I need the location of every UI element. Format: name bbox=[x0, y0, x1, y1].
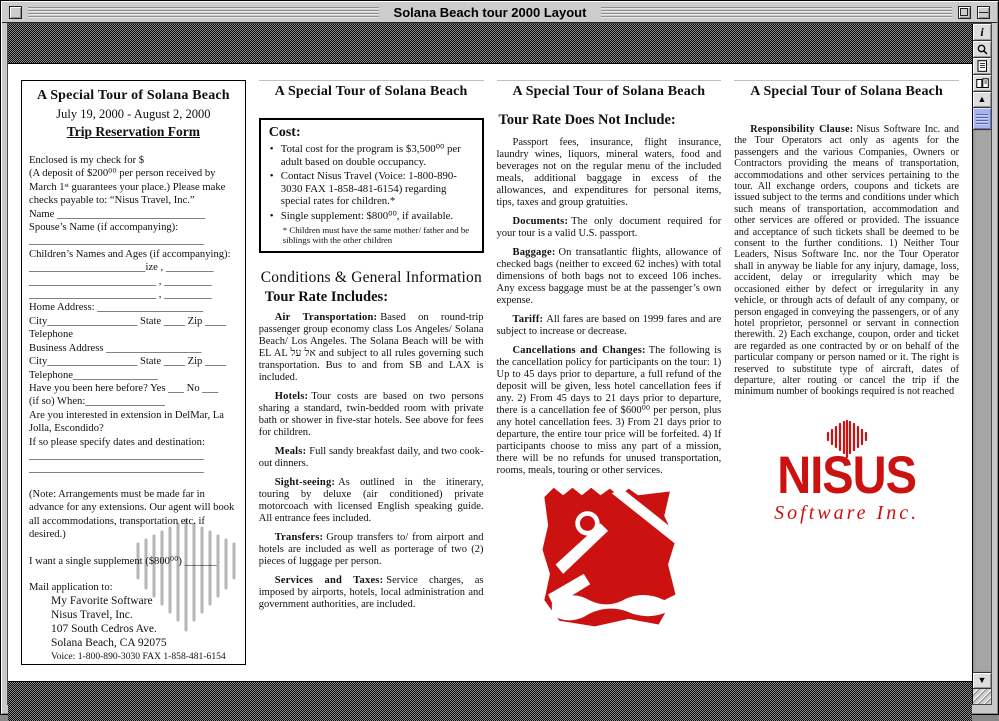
paragraph bbox=[259, 532, 484, 568]
paragraph bbox=[497, 137, 722, 209]
paragraph bbox=[497, 345, 722, 477]
form-line: Business Address __________________ bbox=[29, 342, 202, 354]
column3-header: A Special Tour of Solana Beach bbox=[497, 80, 722, 102]
column4-header: A Special Tour of Solana Beach bbox=[734, 80, 959, 102]
paragraph-body: Based on round-trip passenger group economy class Los Angeles/ Solana Beach/ Los Angeles. The Solana Beach will be with EL AL אל על and subject to all rules governing such transportation. Bus to and from SB and LAX is included. bbox=[258, 311, 484, 383]
form-line: Home Address: ____________________ bbox=[29, 302, 204, 314]
paragraph-body: The only document required for your tour is a valid U.S. passport. bbox=[496, 216, 722, 239]
mail-address-line: My Favorite Software bbox=[51, 595, 153, 608]
cost-bullet: • Total cost for the program is $3,500⁰⁰ per adult based on double occupancy. bbox=[269, 143, 474, 168]
mail-address-block bbox=[29, 594, 238, 650]
scrollbar-thumb[interactable] bbox=[973, 108, 991, 130]
form-line: _________________________________ bbox=[29, 235, 204, 247]
cost-bullet-list bbox=[269, 143, 474, 223]
paragraph-body: Group transfers to/ from airport and hotels are included as well as porterage of two (2) pieces of luggage per person. bbox=[258, 531, 484, 567]
paragraph bbox=[497, 216, 722, 240]
deposit-paragraph: (A deposit of $200⁰⁰ per person received by March 1ˢᵗ guarantees your place.) Please make checks payable to: “Nisus Travel, Inc.” bbox=[29, 168, 226, 207]
info-icon: i bbox=[980, 25, 984, 39]
not-included-paragraphs bbox=[497, 137, 722, 477]
paragraph-head: Cancellations and Changes: bbox=[512, 345, 646, 356]
paragraph-head: Air Transportation: bbox=[274, 311, 378, 323]
scroll-up-arrow[interactable]: ▲ bbox=[973, 92, 991, 108]
paragraph-head: Transfers: bbox=[274, 531, 324, 543]
form-line: Children’s Names and Ages (if accompanying): bbox=[29, 248, 231, 260]
form-line: If so please specify dates and destination: bbox=[29, 436, 205, 448]
column-cost-conditions bbox=[259, 80, 484, 671]
form-line: City_________________ State ____ Zip ____ bbox=[29, 356, 227, 368]
clause-head: Responsibility Clause: bbox=[750, 124, 854, 135]
paragraph-head: Meals: bbox=[274, 445, 307, 457]
form-line: Name ____________________________ bbox=[29, 208, 206, 220]
close-box[interactable] bbox=[9, 6, 22, 19]
paragraph-head: Baggage: bbox=[512, 247, 556, 258]
window-resize-grip[interactable] bbox=[973, 688, 991, 704]
window-title: Solana Beach tour 2000 Layout bbox=[385, 5, 596, 20]
form-line: Have you been here before? Yes ___ No ___ bbox=[29, 382, 219, 394]
zoom-box[interactable] bbox=[958, 6, 971, 19]
mail-address-line: 107 South Cedros Ave. bbox=[51, 623, 157, 636]
paragraph bbox=[259, 391, 484, 439]
form-line-check: Enclosed is my check for $ bbox=[29, 155, 145, 166]
titlebar-stripes bbox=[601, 7, 952, 18]
paragraph-head: Documents: bbox=[512, 216, 569, 227]
paragraph-body: As outlined in the itinerary, touring by deluxe (air conditioned) private motorcoach with licensed English speaking guide. All entrance fees included. bbox=[258, 476, 484, 524]
surfer-art-wrap bbox=[497, 484, 722, 637]
scroll-down-arrow[interactable]: ▼ bbox=[973, 672, 991, 688]
responsibility-clause bbox=[734, 124, 959, 398]
document-view bbox=[8, 24, 973, 704]
includes-paragraphs bbox=[259, 312, 484, 611]
contact-phone-line: Voice: 1-800-890-3030 FAX 1-858-481-6154 bbox=[51, 651, 226, 663]
brochure-page bbox=[8, 64, 972, 681]
form-border-box bbox=[21, 80, 246, 665]
form-line: ______________________ize , _________ bbox=[29, 262, 214, 274]
paragraph-body: On transatlantic flights, allowance of checked bags (neither to exceed 62 inches) with total dimensions of both bags not to exceed 106 inches. Any excess baggage must be at the passenger’s own expense. bbox=[496, 247, 722, 306]
form-line: City_________________ State ____ Zip ____ bbox=[29, 315, 227, 327]
form-line: Telephone bbox=[29, 329, 73, 341]
clause-body: Nisus Software Inc. and the Tour Operators act only as agents for the passengers and the various Companies, Owners or Contractors providing the means of transportation, accommodations and other services pertaining to the tour. All exchange orders, coupons and tickets are issued subject to the terms and conditions under which such means of transportation, accommodation and other services are offered or provided. The issuance and acceptance of such tickets shall be deemed to be consent to the further conditions. 1) Neither Tour Leaders, Nisus Software Inc. nor the Tour Operator shall in anyway be liable for any injury, damage, loss, accident, delay or irregularity which may be occasioned either by defect or irregularity in any vehicle, or through acts of default of any company, or person engaged in conveying the passengers, or of any hotel proprietor, personnel or servant in connection therewith. 2) Each exchange, coupon, order and ticket are regarded as one contracted by or on behalf of the particular company or person named or it. The right is reserved to substitute type of aircraft, dates of departure, alter routing or cancel the trip if the minimum number of bookings required is not reached bbox=[734, 124, 959, 398]
paragraph bbox=[259, 477, 484, 525]
paragraph-body: Tour costs are based on two persons sharing a standard, twin-bedded room with private bath or shower in five-star hotels. See above for fees for children. bbox=[258, 390, 484, 438]
pasteboard-top bbox=[8, 24, 972, 64]
surfer-graphic bbox=[538, 484, 680, 632]
zoom-tool-button[interactable] bbox=[973, 41, 991, 58]
paragraph bbox=[497, 247, 722, 307]
conditions-title: Conditions & General Information bbox=[260, 268, 482, 286]
paragraph bbox=[259, 312, 484, 384]
cost-title: Cost: bbox=[268, 125, 301, 140]
column1-header: A Special Tour of Solana Beach bbox=[36, 88, 230, 103]
cost-bullet: • Single supplement: $800⁰⁰, if available. bbox=[269, 210, 474, 223]
form-line: _________________________________ bbox=[29, 449, 204, 461]
magnifier-icon bbox=[977, 44, 988, 55]
mail-application-label: Mail application to: bbox=[29, 581, 113, 593]
collapse-box[interactable] bbox=[977, 6, 990, 19]
paragraph-body: Passport fees, insurance, flight insurance, laundry wines, liquors, mineral waters, food and beverages not on the regular menu of the included meals, additional baggage in excess of the allowances, and expenditures for personal items, tips, taxes and group gratuities. bbox=[496, 137, 722, 208]
pasteboard-bottom bbox=[8, 681, 972, 721]
form-lines bbox=[29, 208, 238, 476]
paragraph bbox=[259, 575, 484, 611]
form-line: ________________________ , _________ bbox=[29, 289, 212, 301]
form-line: (if so) When:_______________ bbox=[29, 396, 165, 408]
window-content bbox=[7, 23, 992, 705]
form-line: Spouse’s Name (if accompanying): bbox=[29, 222, 179, 234]
page-icon bbox=[977, 60, 988, 72]
titlebar-stripes bbox=[28, 7, 379, 18]
tour-rate-not-include-title: Tour Rate Does Not Include: bbox=[498, 112, 676, 128]
paragraph-head: Tariff: bbox=[512, 314, 544, 325]
column-not-included bbox=[497, 80, 722, 671]
paragraph-body: Service charges, as imposed by airports, hotels, local administration and government authorities, are included. bbox=[258, 574, 484, 610]
form-line: _________________________________ bbox=[29, 463, 204, 475]
nisus-logo-text: NISUS bbox=[777, 444, 916, 505]
form-line: Jolla, Escondido? bbox=[29, 423, 104, 435]
facing-pages-icon bbox=[976, 78, 989, 89]
scrollbar-track[interactable] bbox=[973, 130, 991, 672]
paragraph bbox=[497, 314, 722, 338]
paragraph-head: Sight-seeing: bbox=[274, 476, 336, 488]
tour-rate-includes-title: Tour Rate Includes: bbox=[264, 288, 389, 305]
form-title: Trip Reservation Form bbox=[66, 124, 200, 139]
form-line: Are you interested in extension in DelMar, La bbox=[29, 409, 224, 421]
paragraph bbox=[259, 446, 484, 470]
nisus-logo-subtext: Software Inc. bbox=[774, 501, 920, 524]
facing-pages-button[interactable] bbox=[973, 75, 991, 92]
paragraph-body: All fares are based on 1999 fares and are subject to increase or decrease. bbox=[496, 314, 722, 337]
form-line: Telephone________________ bbox=[29, 369, 158, 381]
right-rail bbox=[973, 24, 991, 704]
paragraph-head: Hotels: bbox=[274, 390, 309, 402]
column2-header: A Special Tour of Solana Beach bbox=[259, 80, 484, 102]
mail-address-line: Solana Beach, CA 92075 bbox=[51, 637, 167, 650]
column-reservation-form bbox=[21, 80, 246, 671]
form-line: ________________________ , _________ bbox=[29, 275, 212, 287]
paragraph-body: The following is the cancellation policy for participants on the tour: 1) Up to 45 days prior to departure, a full refund of the deposit will be given, less hotel cancellation fees if any. 2) From 45 days to 21 days prior to departure, there is a cancellation fee of $600⁰⁰ per person, plus any hotel cancellation fees. 3) From 21 days prior to departure, the entire tour price will be forfeited. 4) If participants choose to miss any part of a mission, there will be no refunds for unused transportation, rooms, meals, touring or other services. bbox=[496, 345, 722, 476]
page-view-button[interactable] bbox=[973, 58, 991, 75]
cost-footnote: * Children must have the same mother/ father and be siblings with the other children bbox=[282, 224, 470, 245]
page-canvas[interactable] bbox=[8, 64, 972, 681]
single-supplement-line: I want a single supplement ($800⁰⁰) ______ bbox=[29, 556, 217, 568]
nisus-logo bbox=[734, 420, 959, 523]
paragraph-body: Full sandy breakfast daily, and two cook-out dinners. bbox=[258, 445, 484, 469]
mail-address-line: Nisus Travel, Inc. bbox=[51, 609, 133, 622]
extensions-note: (Note: Arrangements must be made far in advance for any extensions. Our agent will book all accommodations, transportation etc. if desired.) bbox=[29, 488, 235, 540]
info-tool-button[interactable] bbox=[973, 24, 991, 41]
column-responsibility bbox=[734, 80, 959, 671]
tour-dates: July 19, 2000 - August 2, 2000 bbox=[56, 107, 211, 121]
paragraph-head: Services and Taxes: bbox=[274, 574, 384, 586]
title-bar[interactable] bbox=[2, 2, 997, 23]
cost-bullet: • Contact Nisus Travel (Voice: 1-800-890-3030 FAX 1-858-481-6154) regarding special rates for children.* bbox=[269, 170, 474, 208]
cost-box bbox=[259, 118, 484, 253]
